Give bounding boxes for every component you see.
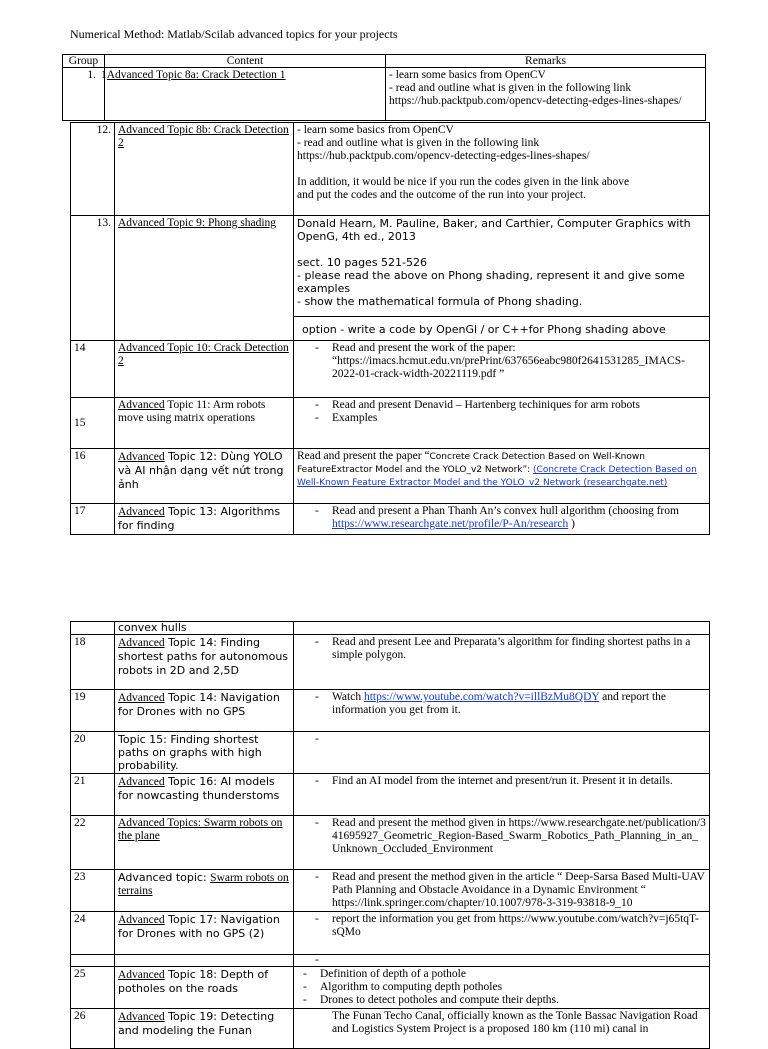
remarks-cell: - Read and present the method given in the article “ Deep-Sarsa Based Multi-UAV Path Planning and Obstacle Avoidance in a Dynamic Environment “ https://link.springer.com/chapter/10.1007/978-3-319-93818-9_10 <box>294 870 710 912</box>
phong-option: option - write a code by OpenGl / or C++for Phong shading above <box>302 323 666 336</box>
group-cell: 16 <box>71 449 115 504</box>
group-cell: 12. <box>71 123 115 216</box>
remarks-cell: Read and present the paper “Concrete Crack Detection Based on Well-Known FeatureExtractor Model and the YOLO_v2 Network”: (Concrete Crack Detection Based on Well-Known Feature Extractor Model and the YOLO_v2 Network (researchgate.net) <box>294 449 710 504</box>
content-cell: Advanced Topic 9: Phong shading <box>115 216 294 341</box>
content-header: Content <box>105 55 386 68</box>
remarks-cell <box>294 955 710 967</box>
content-cell: Advanced Topics: Swarm robots on the plane <box>115 816 294 870</box>
content-cell: Advanced Topic 10: Crack Detection 2 <box>115 341 294 398</box>
topics-table-continued <box>70 621 710 1049</box>
table-row <box>71 816 710 870</box>
group-cell: 15 <box>71 398 115 449</box>
page-title: Numerical Method: Matlab/Scilab advanced topics for your projects <box>70 27 398 41</box>
group-cell: 19 <box>71 690 115 732</box>
topics-table-header <box>62 54 706 121</box>
content-cell: Advanced Topic 8b: Crack Detection 2 <box>115 123 294 216</box>
table-row <box>71 774 710 816</box>
content-cell: Advanced Topic 18: Depth of potholes on the roads <box>115 967 294 1009</box>
content-cell: 1Advanced Topic 8a: Crack Detection 1 <box>105 68 386 121</box>
table-row <box>63 68 706 121</box>
content-cell: Advanced Topic 17: Navigation for Drones with no GPS (2) <box>115 912 294 955</box>
group-cell: 25 <box>71 967 115 1009</box>
group-cell: 24 <box>71 912 115 955</box>
remarks-cell: Donald Hearn, M. Pauline, Baker, and Carthier, Computer Graphics with OpenG, 4th ed., 2013 sect. 10 pages 521-526 - please read the above on Phong shading, represent it and give some examples - show the mathematical formula of Phong shading. option - write a code by OpenGl / or C++for Phong shading above <box>294 216 710 341</box>
table-row <box>71 912 710 955</box>
remarks-header: Remarks <box>386 55 706 68</box>
group-header: Group <box>63 55 105 68</box>
table-row <box>71 732 710 774</box>
table-row <box>71 967 710 1009</box>
group-cell: 22 <box>71 816 115 870</box>
group-cell: 18 <box>71 635 115 690</box>
content-cell: Advanced Topic 19: Detecting and modeling the Funan <box>115 1009 294 1049</box>
table-row <box>71 341 710 398</box>
group-cell: 21 <box>71 774 115 816</box>
researchgate-link[interactable]: https://www.researchgate.net/profile/P-An/research <box>332 518 569 530</box>
remarks-cell: - Find an AI model from the internet and present/run it. Present it in details. <box>294 774 710 816</box>
table-row <box>71 955 710 967</box>
group-cell: 13. <box>71 216 115 341</box>
table-row <box>71 870 710 912</box>
table-row <box>71 690 710 732</box>
youtube-link[interactable]: https://www.youtube.com/watch?v=illBzMu8QDY <box>363 691 600 703</box>
remarks-cell <box>294 732 710 774</box>
table-row <box>71 216 710 341</box>
table-row <box>71 622 710 635</box>
group-cell: 20 <box>71 732 115 774</box>
content-cell: Advanced Topic 16: AI models for nowcasting thunderstoms <box>115 774 294 816</box>
table-row <box>71 449 710 504</box>
content-cell: Advanced Topic 13: Algorithms for finding <box>115 504 294 535</box>
remarks-cell: - Read and present Lee and Preparata’s algorithm for finding shortest paths in a simple polygon. <box>294 635 710 690</box>
remarks-cell: - Read and present the work of the paper: “https://imacs.hcmut.edu.vn/prePrint/637656eabc980f2641531285_IMACS-2022-01-crack-width-20221119.pdf ” <box>294 341 710 398</box>
topics-table-main <box>70 122 710 535</box>
remarks-cell: - Definition of depth of a pothole - Algorithm to computing depth potholes - Drones to detect potholes and compute their depths. <box>294 967 710 1009</box>
group-cell: 17 <box>71 504 115 535</box>
content-cell: Advanced topic: Swarm robots on terrains <box>115 870 294 912</box>
remarks-cell: - Read and present Denavid – Hartenberg techiniques for arm robots - Examples <box>294 398 710 449</box>
paper-link[interactable]: (Concrete Crack Detection Based on Well-Known Feature Extractor Model and the YOLO_v2 Network (researchgate.net) <box>297 465 697 488</box>
content-cell: Advanced Topic 11: Arm robots move using matrix operations <box>115 398 294 449</box>
content-cell: Advanced Topic 14: Navigation for Drones with no GPS <box>115 690 294 732</box>
group-cell: 23 <box>71 870 115 912</box>
content-cell: convex hulls <box>115 622 294 635</box>
content-cell: Topic 15: Finding shortest paths on graphs with high probability. <box>115 732 294 774</box>
remarks-cell: - learn some basics from OpenCV - read and outline what is given in the following link https://hub.packtpub.com/opencv-detecting-edges-lines-shapes/ In addition, it would be nice if you run the codes given in the link above and put the codes and the outcome of the run into your project. <box>294 123 710 216</box>
table-row <box>71 398 710 449</box>
group-cell: 1. <box>63 68 105 121</box>
remarks-cell: - learn some basics from OpenCV - read and outline what is given in the following link https://hub.packtpub.com/opencv-detecting-edges-lines-shapes/ <box>386 68 706 121</box>
group-cell: 14 <box>71 341 115 398</box>
remarks-cell: - Read and present the method given in https://www.researchgate.net/publication/341695927_Geometric_Region-Based_Swarm_Robotics_Path_Planning_in_an_Unknown_Occluded_Environment <box>294 816 710 870</box>
group-cell: 26 <box>71 1009 115 1049</box>
content-cell: Advanced Topic 12: Dùng YOLO và AI nhận dạng vết nứt trong ảnh <box>115 449 294 504</box>
remarks-cell: - report the information you get from https://www.youtube.com/watch?v=j65tqT-sQMo <box>294 912 710 955</box>
remarks-cell: - Watch https://www.youtube.com/watch?v=illBzMu8QDY and report the information you get from it. <box>294 690 710 732</box>
remarks-cell: The Funan Techo Canal, officially known as the Tonle Bassac Navigation Road and Logistics System Project is a proposed 180 km (110 mi) canal in <box>294 1009 710 1049</box>
table-row <box>71 635 710 690</box>
content-cell: Advanced Topic 14: Finding shortest paths for autonomous robots in 2D and 2,5D <box>115 635 294 690</box>
table-row <box>71 1009 710 1049</box>
table-row <box>71 504 710 535</box>
remarks-cell: - Read and present a Phan Thanh An’s convex hull algorithm (choosing from https://www.researchgate.net/profile/P-An/research ) <box>294 504 710 535</box>
table-row <box>71 123 710 216</box>
